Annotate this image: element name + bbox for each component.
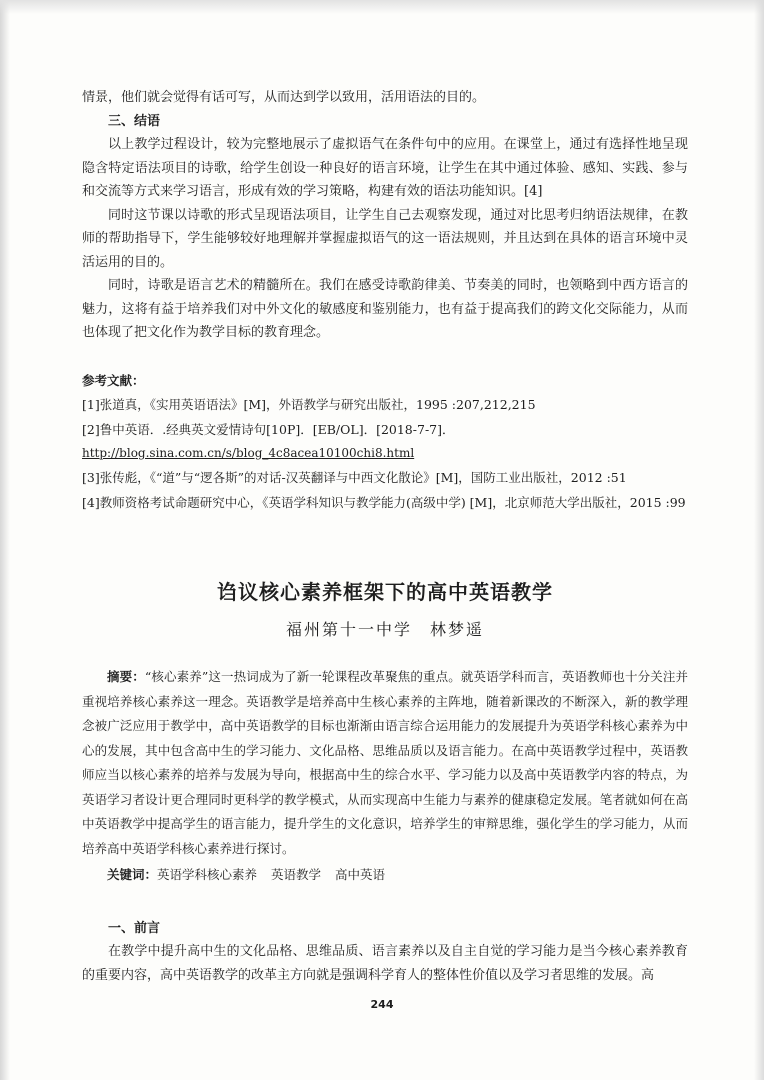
preface-paragraph: 在教学中提升高中生的文化品格、思维品质、语言素养以及自主自觉的学习能力是当今核心素养教育的重要内容，高中英语教学的改革主方向就是强调科学育人的整体性价值以及学习者思维的发展。高 xyxy=(82,944,688,983)
scan-shadow-top xyxy=(0,0,764,14)
reference-item: [2]鲁中英语．.经典英文爱情诗句[10P]．[EB/OL]．[2018-7-7]． xyxy=(82,422,455,437)
references-title: 参考文献： xyxy=(82,372,145,388)
conclusion-heading: 三、结语 xyxy=(108,113,161,129)
scan-shadow-left xyxy=(0,0,10,1080)
references-section xyxy=(82,369,688,516)
keywords xyxy=(82,863,688,887)
keyword-item: 英语学科核心素养 xyxy=(157,867,258,882)
keyword-item: 高中英语 xyxy=(335,867,386,882)
keyword-item: 英语教学 xyxy=(271,867,322,882)
scan-shadow-right xyxy=(754,0,764,1080)
abstract xyxy=(82,665,688,861)
reference-url-link[interactable]: http://blog.sina.com.cn/s/blog_4c8acea10100chi8.html xyxy=(82,446,415,460)
article-title: 诌议核心素养框架下的高中英语教学 xyxy=(217,580,553,604)
keywords-label: 关键词： xyxy=(107,867,158,882)
abstract-label: 摘要： xyxy=(107,669,145,684)
conclusion-paragraph-3: 同时，诗歌是语言艺术的精髓所在。我们在感受诗歌韵律美、节奏美的同时，也领略到中西方语言的魅力，这将有益于培养我们对中外文化的敏感度和鉴别能力，也有益于提高我们的跨文化交际能力，从而也体现了把文化作为教学目标的教育理念。 xyxy=(82,278,688,340)
reference-item: [1]张道真，《实用英语语法》[M]，外语教学与研究出版社，1995 :207,212,215 xyxy=(82,397,536,412)
page-number: 244 xyxy=(370,998,394,1011)
preface-heading: 一、前言 xyxy=(108,920,161,936)
conclusion-paragraph-1: 以上教学过程设计，较为完整地展示了虚拟语气在条件句中的应用。在课堂上，通过有选择性地呈现隐含特定语法项目的诗歌，给学生创设一种良好的语言环境，让学生在其中通过体验、感知、实践、参与和交流等方式来学习语言，形成有效的学习策略，构建有效的语法功能知识。[4] xyxy=(82,137,688,199)
reference-item: [3]张传彪，《“道”与“逻各斯”的对话-汉英翻译与中西文化散论》[M]，国防工业出版社，2012 :51 xyxy=(82,470,627,485)
article-author: 福州第十一中学 林梦遥 xyxy=(285,620,484,639)
reference-item: [4]教师资格考试命题研究中心，《英语学科知识与教学能力(高级中学) [M]，北京师范大学出版社，2015 :99 xyxy=(82,495,686,510)
document-page xyxy=(82,86,688,987)
conclusion-paragraph-2: 同时这节课以诗歌的形式呈现语法项目，让学生自己去观察发现，通过对比思考归纳语法规律，在教师的帮助指导下，学生能够较好地理解并掌握虚拟语气的这一语法规则，并且达到在具体的语言环境中灵活运用的目的。 xyxy=(82,207,688,270)
abstract-text: “核心素养”这一热词成为了新一轮课程改革聚焦的重点。就英语学科而言，英语教师也十分关注并重视培养核心素养这一理念。英语教学是培养高中生核心素养的主阵地，随着新课改的不断深入，新的教学理念被广泛应用于教学中，高中英语教学的目标也渐渐由语言综合运用能力的发展提升为英语学科核心素养为中心的发展，其中包含高中生的学习能力、文化品格、思维品质以及语言能力。在高中英语教学过程中，英语教师应当以核心素养的培养与发展为导向，根据高中生的综合水平、学习能力以及高中英语教学内容的特点，为英语学习者设计更合理同时更科学的教学模式，从而实现高中生能力与素养的健康稳定发展。笔者就如何在高中英语教学中提高学生的语言能力，提升学生的文化意识，培养学生的审辩思维，强化学生的学习能力，从而培养高中英语学科核心素养进行探讨。 xyxy=(82,669,688,856)
continuation-text: 情景，他们就会觉得有话可写，从而达到学以致用，活用语法的目的。 xyxy=(82,90,486,105)
